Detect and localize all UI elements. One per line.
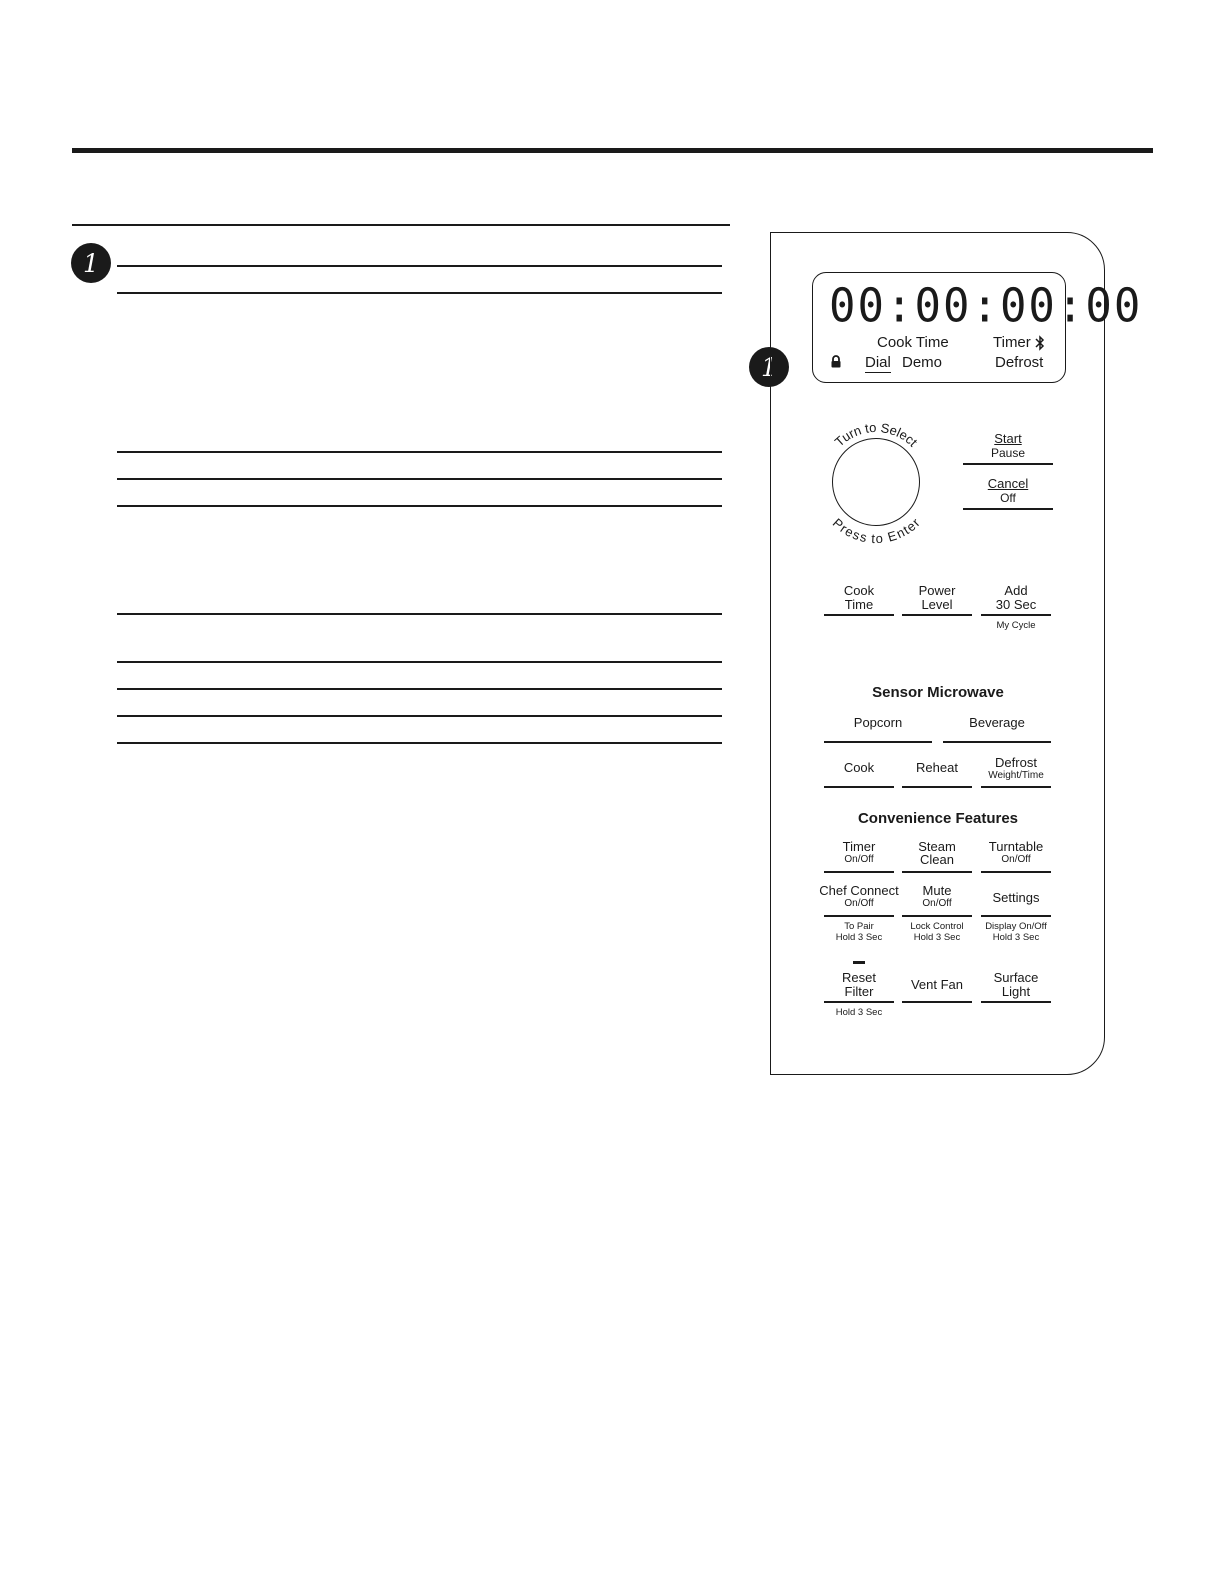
display-window <box>812 272 1143 383</box>
sensor-cook-label: Cook <box>843 760 875 775</box>
settings-note <box>978 921 1054 943</box>
settings-note-line-2: Hold 3 Sec <box>992 932 1040 943</box>
callout-marker-panel: 1 <box>749 347 789 387</box>
steam-clean-button[interactable] <box>902 840 972 865</box>
text-line <box>117 661 722 663</box>
mute-button[interactable] <box>902 884 972 909</box>
vent-fan-button[interactable] <box>902 978 972 992</box>
settings-note-line-1: Display On/Off <box>985 921 1047 932</box>
key-underline <box>902 614 972 616</box>
settings-button[interactable] <box>981 891 1051 905</box>
power-level-label-1: Power <box>918 583 956 598</box>
convenience-features-heading: Convenience Features <box>857 810 1019 827</box>
text-line <box>117 742 722 744</box>
defrost-label: Defrost <box>995 755 1037 770</box>
display-digits: 00:00:00:00 <box>829 279 1143 334</box>
key-underline <box>981 871 1051 873</box>
reheat-button[interactable] <box>902 761 972 775</box>
text-line <box>117 715 722 717</box>
bluetooth-icon <box>1035 335 1045 351</box>
off-label: Off <box>1000 491 1016 505</box>
timer-label: Timer <box>842 839 876 854</box>
control-panel <box>770 232 1143 1075</box>
key-underline <box>824 871 894 873</box>
mute-sub-label: On/Off <box>922 898 952 909</box>
add-label-1: Add <box>1004 583 1028 598</box>
turntable-button[interactable] <box>981 840 1051 865</box>
text-line <box>117 688 722 690</box>
defrost-sub-label: Weight/Time <box>988 770 1044 781</box>
chef-connect-sub-label: On/Off <box>844 898 874 909</box>
reheat-label: Reheat <box>916 760 958 775</box>
text-line <box>117 265 722 267</box>
my-cycle-note: My Cycle <box>996 620 1036 631</box>
dial-top-label: Turn to Select <box>831 419 921 450</box>
beverage-button[interactable] <box>943 716 1051 730</box>
surface-light-button[interactable] <box>981 971 1051 999</box>
display-defrost: Defrost <box>995 354 1044 371</box>
chef-note-line-1: To Pair <box>844 921 874 932</box>
add-30-sec-button[interactable] <box>981 584 1051 612</box>
section-rule <box>72 224 730 226</box>
display-timer: Timer <box>993 334 1031 351</box>
pause-label: Pause <box>990 446 1026 460</box>
key-underline <box>943 741 1051 743</box>
vent-fan-label: Vent Fan <box>910 977 964 992</box>
beverage-label: Beverage <box>969 715 1025 730</box>
filter-label: Filter <box>844 984 874 999</box>
key-underline <box>981 915 1051 917</box>
cook-time-label-2: Time <box>844 597 874 612</box>
chef-connect-note <box>821 921 897 943</box>
callout-marker: 1 <box>71 243 111 283</box>
sensor-cook-button[interactable] <box>824 761 894 775</box>
top-rule <box>72 148 1153 153</box>
key-underline <box>963 463 1053 465</box>
chef-connect-label: Chef Connect <box>819 883 899 898</box>
text-line <box>117 451 722 453</box>
cook-time-label-1: Cook <box>843 583 875 598</box>
reset-filter-button[interactable] <box>824 971 894 999</box>
select-dial[interactable] <box>832 438 920 526</box>
sensor-microwave-heading: Sensor Microwave <box>872 684 1004 701</box>
key-underline <box>902 1001 972 1003</box>
defrost-button[interactable] <box>981 756 1051 781</box>
key-underline <box>824 915 894 917</box>
chef-note-line-2: Hold 3 Sec <box>835 932 883 943</box>
display-dial: Dial <box>865 354 891 371</box>
popcorn-button[interactable] <box>824 716 932 730</box>
start-label: Start <box>994 431 1022 446</box>
chef-connect-button[interactable] <box>814 884 904 909</box>
key-underline <box>981 614 1051 616</box>
timer-sub-label: On/Off <box>844 854 874 865</box>
start-pause-button[interactable] <box>963 432 1053 460</box>
cook-time-button[interactable] <box>824 584 894 612</box>
steam-label: Steam <box>918 839 956 854</box>
display-demo: Demo <box>902 354 943 371</box>
text-line <box>117 292 722 294</box>
text-line <box>117 613 722 615</box>
mute-note-line-1: Lock Control <box>910 921 964 932</box>
mute-note <box>899 921 975 943</box>
key-underline <box>902 871 972 873</box>
power-level-button[interactable] <box>902 584 972 612</box>
key-underline <box>981 786 1051 788</box>
surface-label: Surface <box>993 970 1039 985</box>
add-label-2: 30 Sec <box>995 597 1037 612</box>
key-underline <box>902 915 972 917</box>
cancel-label: Cancel <box>987 476 1029 491</box>
key-underline <box>981 1001 1051 1003</box>
power-level-label-2: Level <box>921 597 953 612</box>
turntable-sub-label: On/Off <box>1001 854 1031 865</box>
text-line <box>117 505 722 507</box>
key-underline <box>824 1001 894 1003</box>
mute-label: Mute <box>922 883 952 898</box>
clean-label: Clean <box>920 852 954 867</box>
lock-icon <box>830 355 842 368</box>
text-line <box>117 478 722 480</box>
timer-button[interactable] <box>824 840 894 865</box>
display-cook-time: Cook Time <box>877 334 949 351</box>
key-underline <box>963 508 1053 510</box>
key-underline <box>902 786 972 788</box>
mute-note-line-2: Hold 3 Sec <box>913 932 961 943</box>
settings-label: Settings <box>992 890 1040 905</box>
light-label: Light <box>1001 984 1031 999</box>
filter-indicator <box>853 961 865 964</box>
cancel-off-button[interactable] <box>963 477 1053 505</box>
reset-label: Reset <box>842 970 876 985</box>
key-underline <box>824 741 932 743</box>
popcorn-label: Popcorn <box>853 715 903 730</box>
turntable-label: Turntable <box>988 839 1044 854</box>
dial-bottom-label: Press to Enter <box>829 515 923 547</box>
reset-filter-note: Hold 3 Sec <box>835 1007 883 1018</box>
key-underline <box>824 786 894 788</box>
key-underline <box>824 614 894 616</box>
